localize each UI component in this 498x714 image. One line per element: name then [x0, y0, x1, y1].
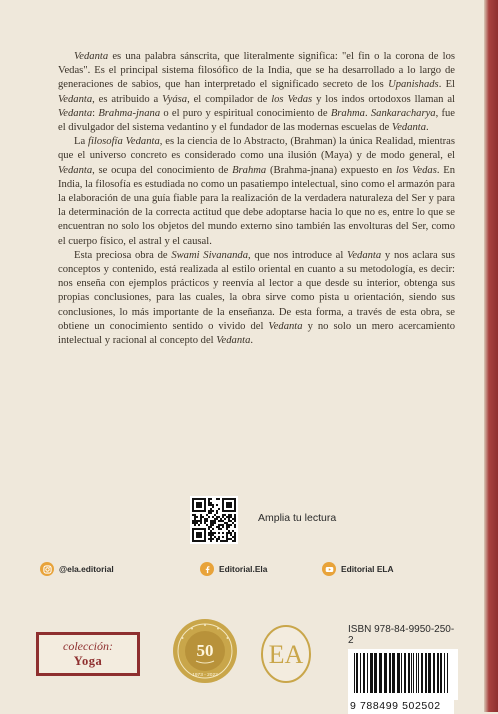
- coleccion-box: [36, 632, 140, 676]
- qr-code-icon: [190, 496, 238, 544]
- paragraph-1: Vedanta es una palabra sánscrita, que literalmente significa: "el fin o la corona de los Vedas". Es el principal sistema filosófico de la India, que se ha desarrollado a lo largo de generaciones de sabios, que han interpretado el significado secreto de los Upanishads. El Vedanta, es atribuido a Vyása, el compilador de los Vedas y los indos ortodoxos llaman al Vedanta: Brahma-jnana o el puro y espiritual conocimiento de Brahma. Sankaracharya, fue el divulgador del sistema vedantino y el fundador de las modernas escuelas de Vedanta.: [58, 51, 456, 134]
- barcode: [348, 649, 458, 700]
- coleccion-label: colección:: [63, 639, 113, 653]
- logo-letters: EA: [268, 640, 304, 669]
- qr-caption: Amplia tu lectura: [258, 512, 337, 524]
- seal-number: 50: [196, 641, 214, 660]
- barcode-icon: [350, 651, 452, 695]
- paragraph-2: La filosofía Vedanta, es la ciencia de lo Abstracto, (Brahman) la única Realidad, mientras que el universo concreto es considerado como una ilusión (Maya) y de modo general, el Vedanta, se ocupa del conocimiento de Brahma (Brahma-jnana) expuesto en los Vedas. En India, la filosofía es estudiada no como un pasatiempo intelectual, sino como el armazón para la elaboración de una guía fiable para la realización de la verdadera naturaleza del Ser y para la determinación de la correcta actitud que debe adoptarse hacia lo que no es, entre lo que se encuentran no solo los objetos del mundo externo sino también las envolturas del Ser, como el cuerpo físico, el astral y el causal.: [58, 136, 456, 247]
- coleccion-value: Yoga: [73, 654, 103, 668]
- anniversary-seal: [172, 618, 238, 689]
- barcode-digits: 9 788499 502502: [348, 700, 454, 714]
- isbn-block: [348, 624, 458, 714]
- publisher-logo: [260, 624, 312, 689]
- youtube-label: Editorial ELA: [341, 564, 394, 574]
- isbn-label: ISBN 978-84-9950-250-2: [348, 624, 455, 646]
- facebook-icon: [200, 562, 214, 576]
- instagram-link[interactable]: [40, 562, 114, 576]
- youtube-link[interactable]: [322, 562, 394, 576]
- paragraph-3: Esta preciosa obra de Swami Sivananda, que nos introduce al Vedanta y nos aclara sus conceptos y contenido, está realizada al estilo oriental en cuanto a su metodología, es decir: nos enseña con ejemplos prácticos y reenvía al lector a que desde su interior, obtenga sus propias conclusiones, para las cuales, la obra sirve como pista u orientación, siendo sus conclusiones, lo más importante de la enseñanza. De esta forma, a través de esta obra, se obtiene un conocimiento sentido o vivido del Vedanta y no solo un mero acercamiento intelectual y racional al concepto del Vedanta.: [58, 249, 455, 347]
- social-links: [40, 562, 460, 580]
- seal-years: 1973 - 2023: [192, 673, 218, 678]
- instagram-label: @ela.editorial: [59, 564, 114, 574]
- youtube-icon: [322, 562, 336, 576]
- spine-edge: [484, 0, 498, 712]
- qr-code[interactable]: [190, 496, 238, 544]
- facebook-label: Editorial.Ela: [219, 564, 268, 574]
- instagram-icon: [40, 562, 54, 576]
- facebook-link[interactable]: [200, 562, 267, 576]
- description-text: [58, 50, 455, 348]
